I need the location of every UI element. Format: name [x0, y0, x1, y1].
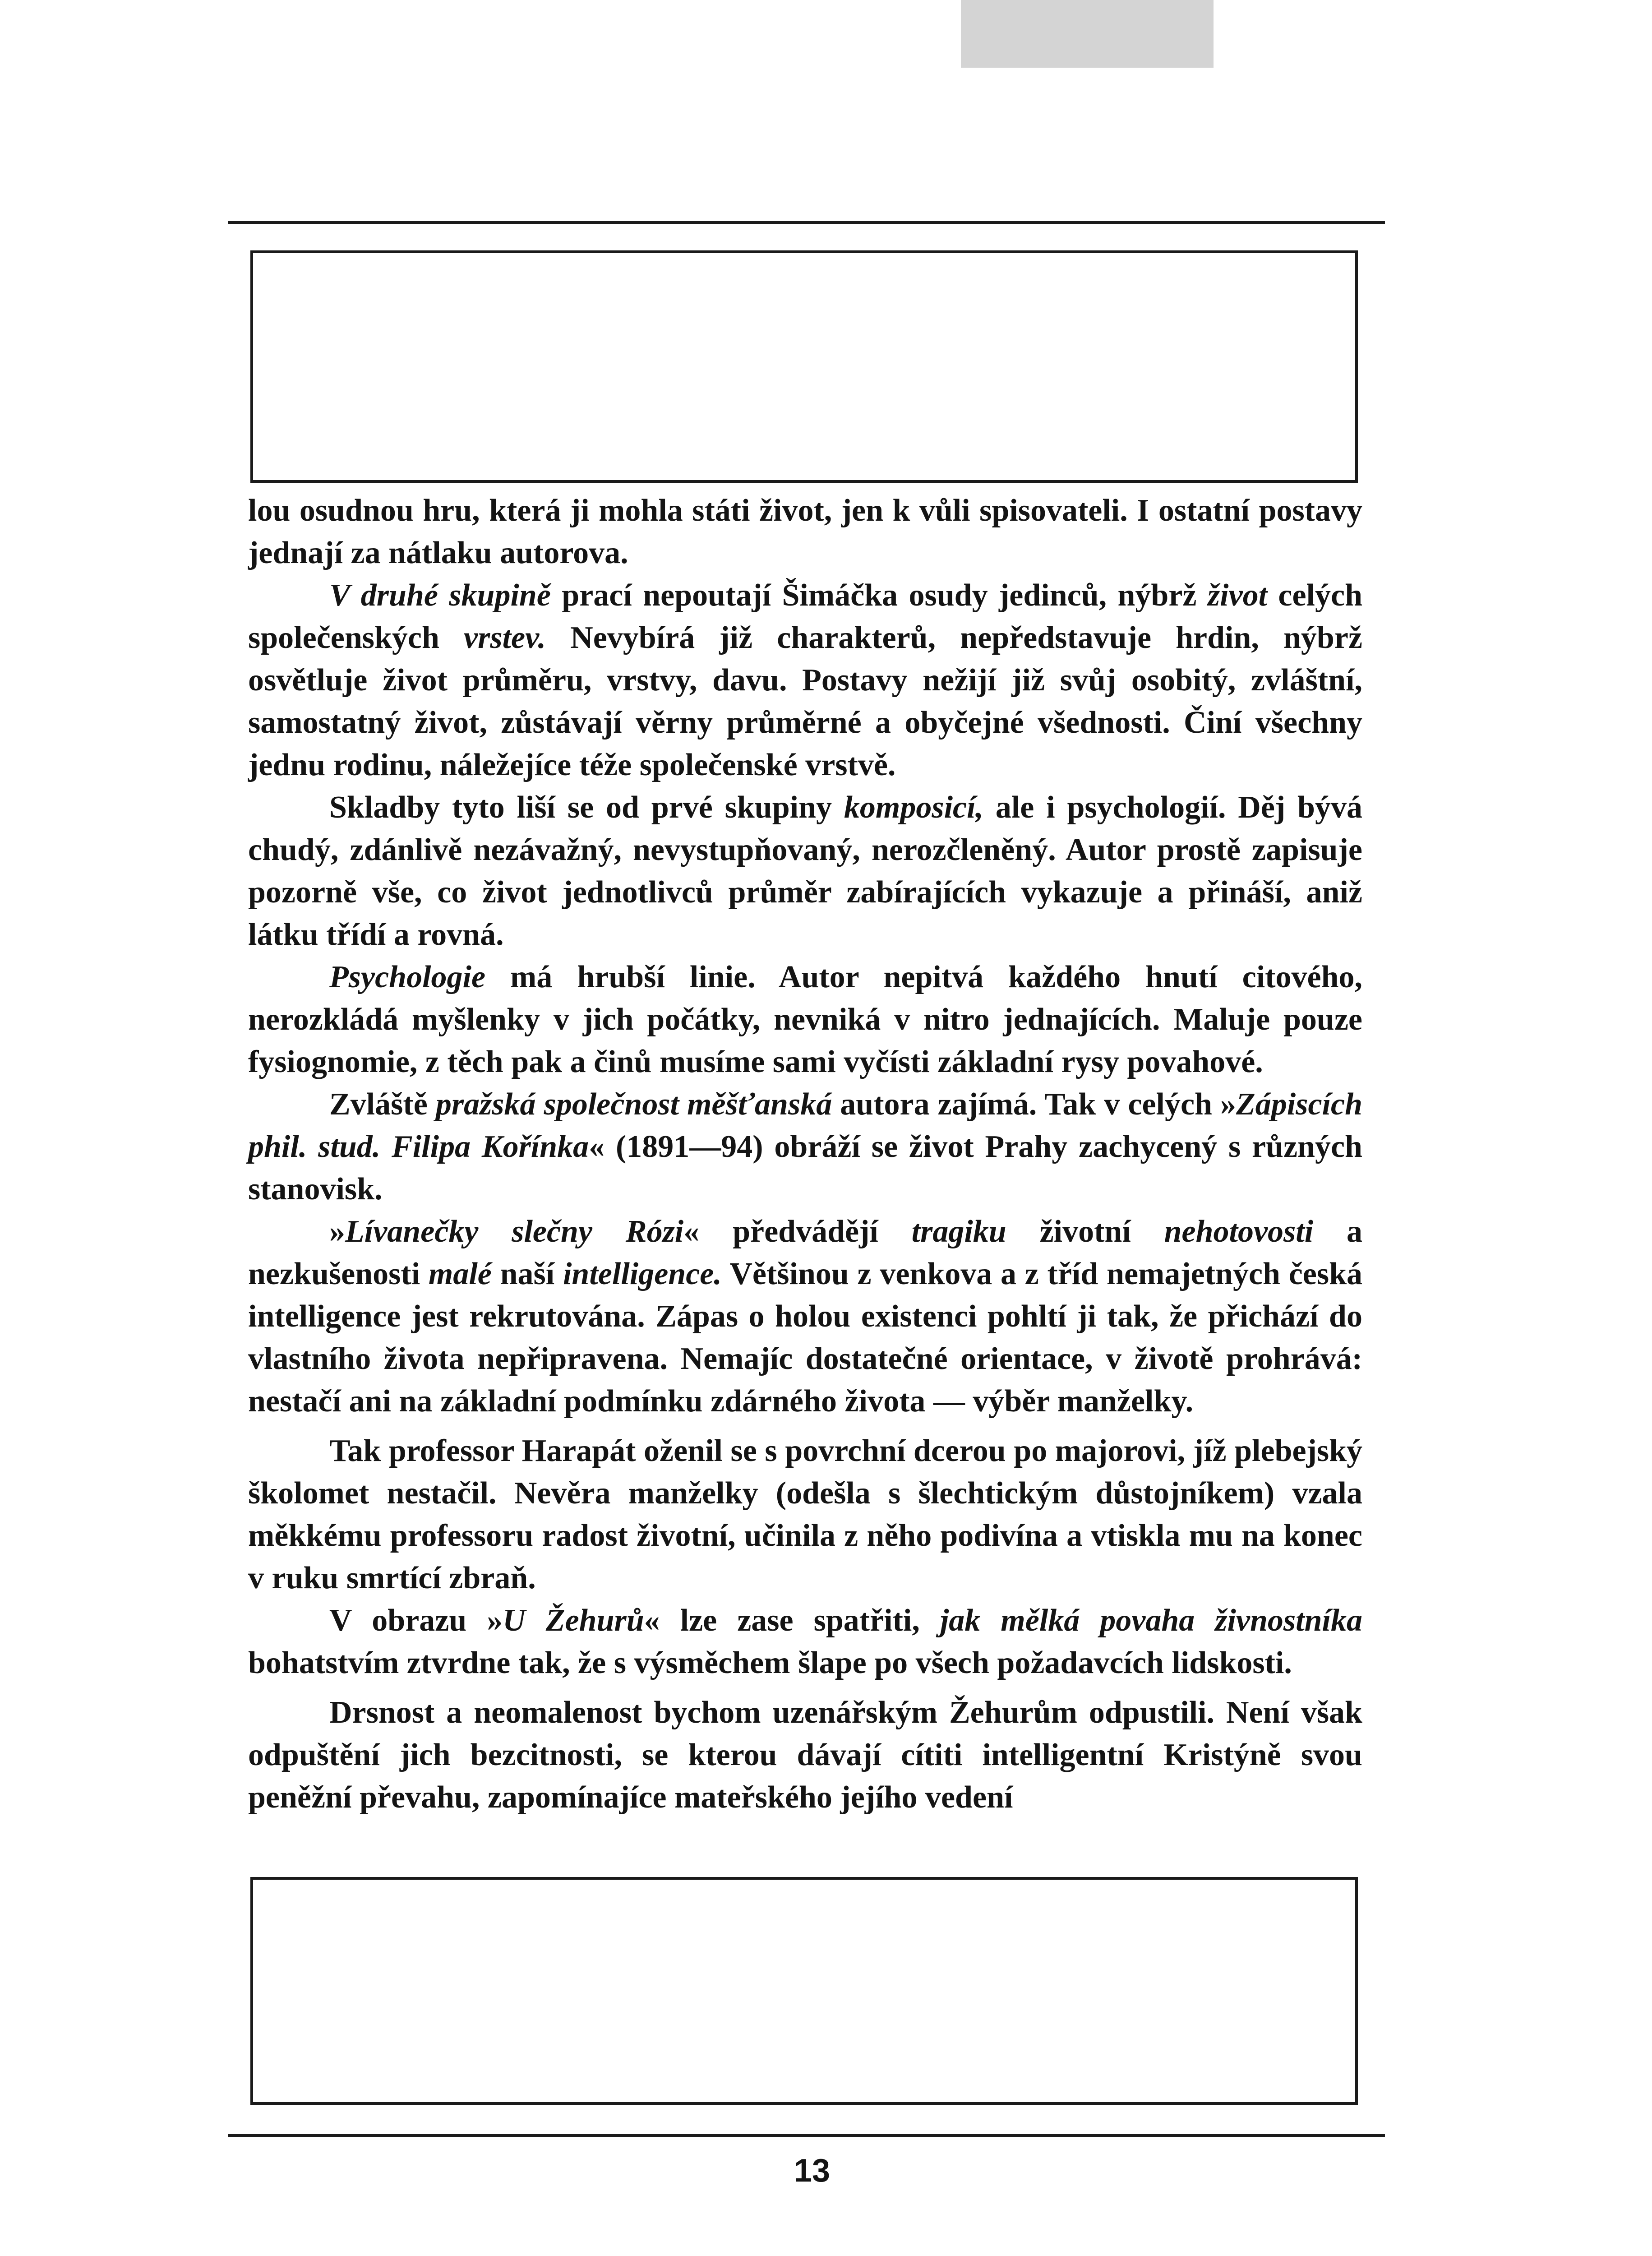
italic-text: nehotovosti [1164, 1214, 1314, 1249]
paragraph-p7 [248, 1430, 1362, 1600]
bottom-decorative-box [250, 1877, 1358, 2105]
italic-text: U Žehurů [503, 1603, 644, 1638]
text-run: celých společenských [248, 578, 1363, 655]
text-run: « (1891—94) obráží se život Prahy zachycený s různých stanovisk. [248, 1129, 1362, 1207]
text-run: Drsnost a neomalenost bychom uzenářským Žehurům odpustili. Není však odpuštění jich bezcitnosti, se kterou dávají cítiti intelligentní Kristýně svou peněžní převahu, zapomínajíce mateřského jejího vedení [248, 1695, 1362, 1815]
paragraph-p5 [248, 1083, 1362, 1211]
italic-text: V druhé skupině [329, 578, 551, 613]
paragraph-p8 [248, 1600, 1362, 1684]
italic-text: tragiku [911, 1214, 1006, 1249]
text-run: « lze zase spatřiti, [644, 1603, 940, 1638]
italic-text: Zápiscích phil. stud. Filipa Kořínka [248, 1087, 1363, 1164]
paragraph-p3 [248, 786, 1362, 956]
text-run: ale i psychologií. Děj bývá chudý, zdánlivě nezávažný, nevystupňovaný, nerozčleněný. Autor prostě zapisuje pozorně vše, co život jednotlivců průměr zabírajících vykazuje a přináší, aniž látku třídí a rovná. [248, 790, 1362, 952]
text-run: Nevybírá již charakterů, nepředstavuje hrdin, nýbrž osvětluje život průměru, vrstvy, davu. Postavy nežijí již svůj osobitý, zvláštní, samostatný život, zůstávají věrny průměrné a obyčejné všednosti. Činí všechny jednu rodinu, náležejíce téže společenské vrstvě. [248, 620, 1362, 782]
italic-text: malé [428, 1257, 492, 1291]
body-text [248, 490, 1362, 1819]
top-decorative-box [250, 250, 1358, 483]
text-run: » [329, 1214, 345, 1249]
text-run: životní [1006, 1214, 1164, 1249]
italic-text: život [1207, 578, 1268, 613]
top-frame-rule [228, 221, 1385, 224]
paragraph-p9 [248, 1692, 1362, 1819]
bottom-frame-rule [228, 2134, 1385, 2137]
text-run: naší [491, 1257, 563, 1291]
italic-text: jak mělká povaha živnostníka [940, 1603, 1362, 1638]
text-run: a nezkušenosti [248, 1214, 1363, 1291]
italic-text: Psychologie [329, 960, 486, 994]
text-run: autora zajímá. Tak v celých » [832, 1087, 1237, 1122]
text-run: Většinou z venkova a z tříd nemajetných česká intelligence jest rekrutována. Zápas o holou existenci pohltí ji tak, že přichází do vlastního života nepřipravena. Nemajíc dostatečné orientace, v životě prohrává: nestačí ani na základní podmínku zdárného života — výběr manželky. [248, 1257, 1362, 1419]
text-run: bohatstvím ztvrdne tak, že s výsměchem šlape po všech požadavcích lidskosti. [248, 1646, 1292, 1680]
text-run: Skladby tyto liší se od prvé skupiny [329, 790, 844, 825]
text-run: má hrubší linie. Autor nepitvá každého hnutí citového, nerozkládá myšlenky v jich počátky, nevniká v nitro jednajících. Maluje pouze fysiognomie, z těch pak a činů musíme sami vyčísti základní rysy povahové. [248, 960, 1362, 1079]
paragraph-p2 [248, 574, 1362, 786]
paragraph-p1 [248, 490, 1362, 574]
italic-text: Lívanečky slečny Rózi [345, 1214, 684, 1249]
text-run: « předvádějí [683, 1214, 912, 1249]
text-run: Zvláště [329, 1087, 436, 1122]
paragraph-p4 [248, 956, 1362, 1083]
text-run: prací nepoutají Šimáčka osudy jedinců, nýbrž [550, 578, 1208, 613]
italic-text: intelligence. [563, 1257, 722, 1291]
paragraph-p6 [248, 1211, 1362, 1423]
italic-text: vrstev. [464, 620, 546, 655]
page-number: 13 [794, 2153, 831, 2189]
text-run: V obrazu » [329, 1603, 503, 1638]
italic-text: komposicí, [844, 790, 984, 825]
text-run: Tak professor Harapát oženil se s povrchní dcerou po majorovi, jíž plebejský školomet nestačil. Nevěra manželky (odešla s šlechtickým důstojníkem) vzala měkkému professoru radost životní, učinila z něho podivína a vtiskla mu na konec v ruku smrtící zbraň. [248, 1433, 1362, 1595]
scan-mark-top [961, 0, 1214, 68]
italic-text: pražská společnost měšťanská [435, 1087, 832, 1122]
text-run: lou osudnou hru, která ji mohla státi život, jen k vůli spisovateli. I ostatní postavy jednají za nátlaku autorova. [248, 493, 1362, 570]
